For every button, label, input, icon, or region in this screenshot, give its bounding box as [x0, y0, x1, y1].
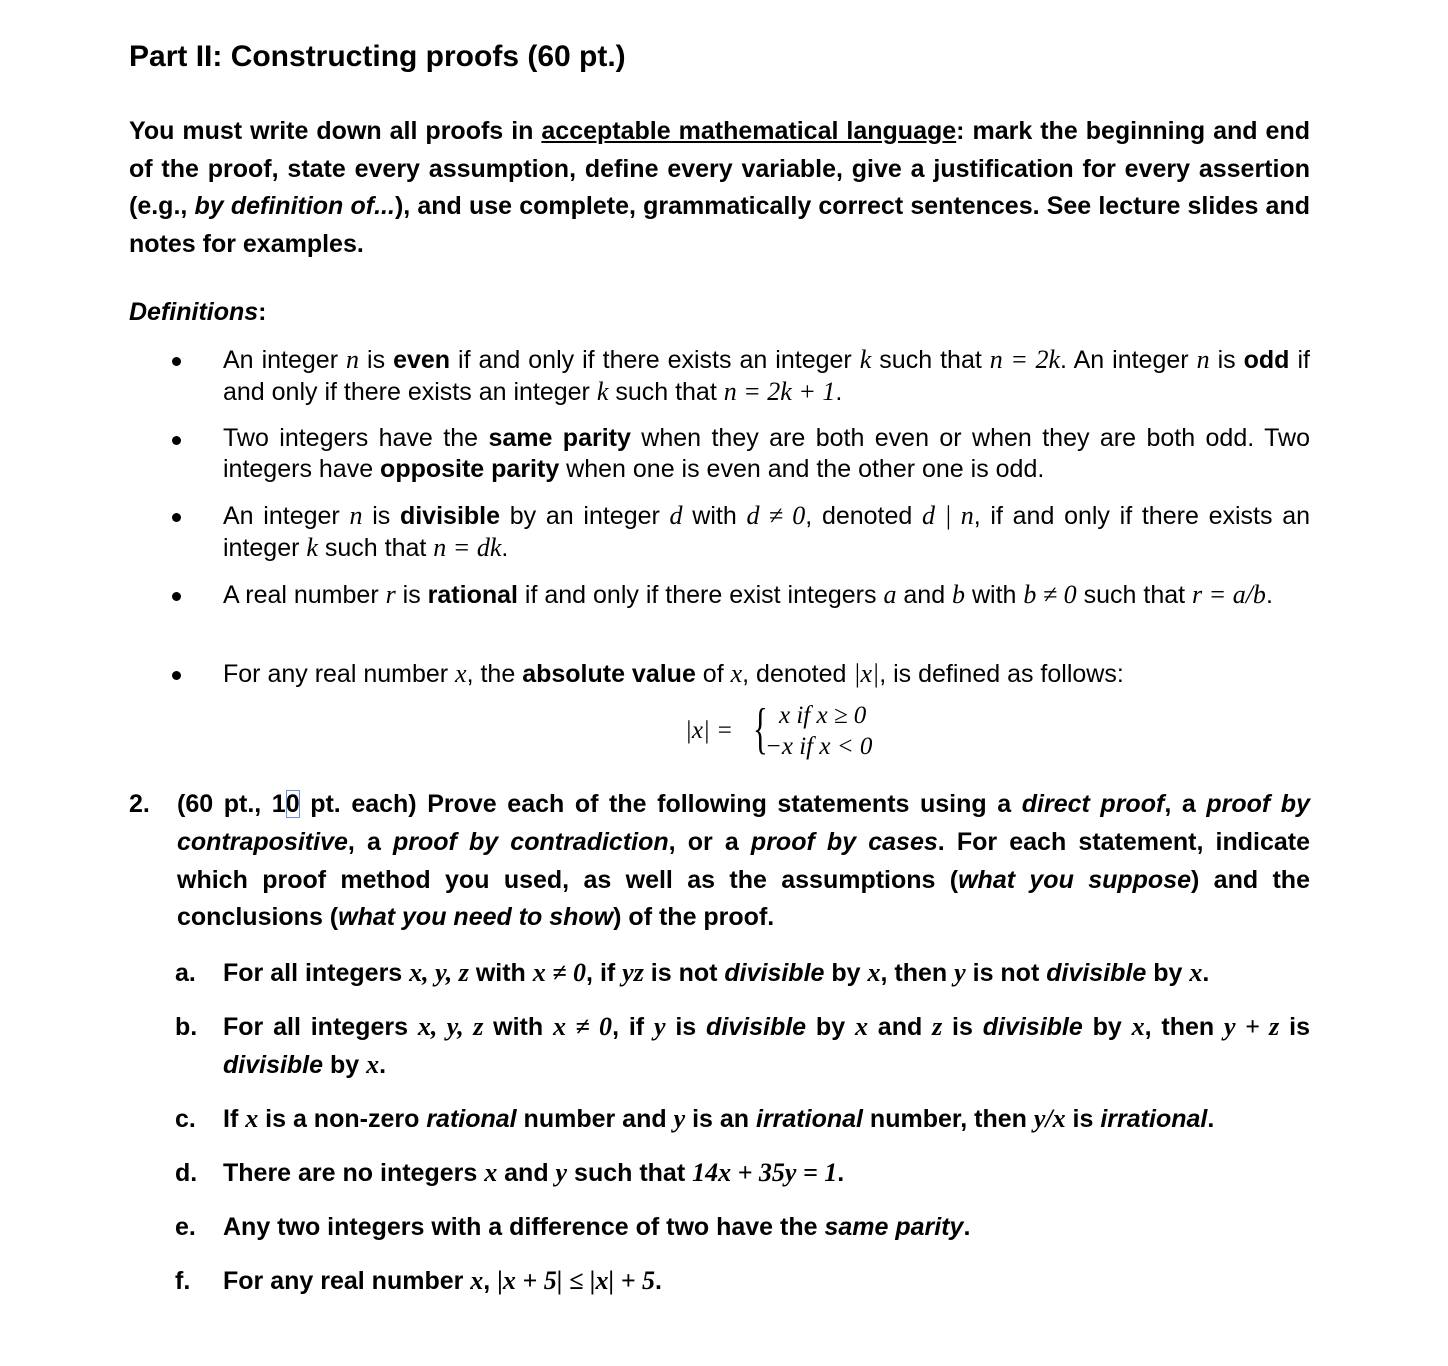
bullet-dot — [172, 592, 181, 601]
definition-divisible: An integer n is divisible by an integer d with d ≠ 0, denoted d | n, if and only if there exists an integer k such that n = dk. — [223, 500, 1310, 564]
formula-lhs: |x| = — [685, 717, 733, 744]
instructions-italic-example: by definition of... — [194, 192, 395, 220]
definition-even-odd: An integer n is even if and only if there exists an integer k such that n = 2k. An integer n is odd if and only if there exists an integer k such that n = 2k + 1. — [223, 344, 1310, 408]
term-even: even — [393, 346, 451, 374]
question-part-e — [129, 1208, 1310, 1246]
question-part-d — [129, 1154, 1310, 1192]
part-label: f. — [175, 1267, 191, 1295]
term-opposite-parity: opposite parity — [380, 455, 560, 483]
definitions-heading: Definitions: — [129, 298, 267, 326]
bullet-dot — [172, 671, 181, 680]
absolute-value-formula — [685, 698, 945, 764]
part-label: e. — [175, 1213, 196, 1241]
term-divisible: divisible — [399, 502, 501, 530]
question-part-b — [129, 1008, 1310, 1084]
question-prompt: (60 pt., 10 pt. each) Prove each of the following statements using a direct proof, a proof by contrapositive, a proof by contradiction, or a proof by cases. For each statement, indicate which proof method you used, as well as the assumptions (what you suppose) and the conclusions (what you need to show) of the proof. — [177, 790, 1311, 932]
instructions-paragraph — [129, 113, 1310, 263]
question-2 — [129, 786, 1310, 937]
part-statement: For all integers x, y, z with x ≠ 0, if y is divisible by x and z is divisible by x, then y + z is divisible by x. — [223, 1012, 1311, 1079]
term-absolute-value: absolute value — [522, 660, 696, 688]
part-label: b. — [175, 1013, 198, 1041]
formula-case-negative: −x if x < 0 — [765, 733, 873, 760]
page-title: Part II: Constructing proofs (60 pt.) — [129, 40, 626, 73]
bullet-dot — [172, 513, 181, 522]
question-part-c — [129, 1100, 1310, 1138]
part-statement: For any real number x, |x + 5| ≤ |x| + 5. — [223, 1266, 662, 1295]
part-statement: There are no integers x and y such that 14x + 35y = 1. — [223, 1158, 845, 1187]
term-odd: odd — [1243, 346, 1290, 374]
left-brace: { — [753, 698, 768, 760]
definition-parity: Two integers have the same parity when they are both even or when they are both odd. Two integers have opposite parity when one is even and the other one is odd. — [223, 423, 1310, 485]
part-statement: If x is a non-zero rational number and y is an irrational number, then y/x is irrational. — [223, 1104, 1215, 1133]
bullet-dot — [172, 357, 181, 366]
acceptable-language-underlined: acceptable mathematical language — [541, 117, 957, 145]
term-same-parity: same parity — [488, 424, 631, 452]
part-statement: Any two integers with a difference of two have the same parity. — [223, 1213, 971, 1241]
part-label: d. — [175, 1159, 198, 1187]
bullet-dot — [172, 436, 181, 445]
formula-case-nonnegative: x if x ≥ 0 — [779, 702, 867, 729]
definition-absolute-value: For any real number x, the absolute value of x, denoted |x|, is defined as follows: — [223, 658, 1310, 690]
part-label: a. — [175, 959, 196, 987]
question-part-a — [129, 954, 1310, 992]
part-statement: For all integers x, y, z with x ≠ 0, if yz is not divisible by x, then y is not divisible by x. — [223, 958, 1210, 987]
instructions-text: You must write down all proofs in — [129, 117, 542, 145]
definition-rational: A real number r is rational if and only if there exist integers a and b with b ≠ 0 such that r = a/b. — [223, 579, 1310, 611]
part-label: c. — [175, 1105, 196, 1133]
instructions-text: ), and use complete, grammatically correct sentences. See lecture slides and notes for examples. — [129, 192, 1310, 258]
question-number: 2. — [129, 790, 150, 818]
instructions-text: : mark the beginning and end of the proof, state every assumption, define every variable, give a justification for every assertion (e.g., — [129, 117, 1310, 220]
term-rational: rational — [427, 581, 518, 609]
text-cursor-highlight: 0 — [285, 790, 300, 818]
question-part-f — [129, 1262, 1310, 1300]
